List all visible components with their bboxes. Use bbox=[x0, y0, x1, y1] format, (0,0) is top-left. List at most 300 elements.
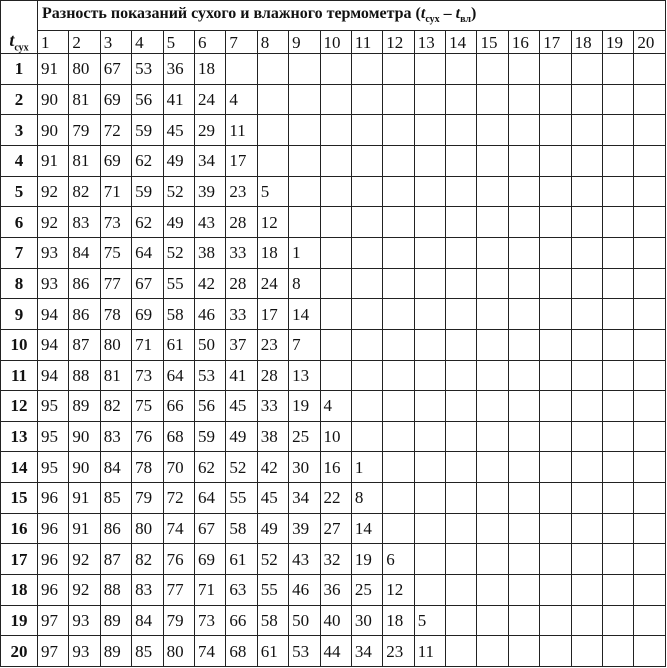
table-row bbox=[1, 176, 666, 207]
table-cell bbox=[351, 421, 382, 452]
column-header: 11 bbox=[351, 31, 382, 54]
table-cell bbox=[571, 574, 602, 605]
table-row bbox=[1, 636, 666, 667]
table-cell bbox=[414, 360, 445, 391]
title-sub-dry: сух bbox=[425, 14, 440, 26]
table-cell: 30 bbox=[289, 452, 320, 483]
table-cell bbox=[571, 360, 602, 391]
table-cell: 33 bbox=[257, 391, 288, 422]
table-cell: 49 bbox=[163, 207, 194, 238]
table-cell bbox=[508, 360, 539, 391]
table-cell: 25 bbox=[289, 421, 320, 452]
table-cell bbox=[320, 54, 351, 85]
table-cell: 50 bbox=[194, 329, 225, 360]
column-header: 3 bbox=[100, 31, 131, 54]
table-cell: 88 bbox=[69, 360, 100, 391]
table-cell bbox=[540, 483, 571, 514]
table-cell bbox=[477, 483, 508, 514]
column-header: 16 bbox=[508, 31, 539, 54]
row-header: 15 bbox=[1, 483, 38, 514]
table-cell bbox=[414, 268, 445, 299]
table-row bbox=[1, 84, 666, 115]
title-row bbox=[1, 1, 666, 31]
table-cell bbox=[603, 84, 634, 115]
table-cell: 84 bbox=[100, 452, 131, 483]
table-cell: 27 bbox=[320, 513, 351, 544]
table-cell bbox=[351, 268, 382, 299]
table-cell: 90 bbox=[38, 84, 69, 115]
table-cell: 49 bbox=[226, 421, 257, 452]
table-cell: 89 bbox=[69, 391, 100, 422]
table-cell: 18 bbox=[257, 237, 288, 268]
table-cell bbox=[414, 329, 445, 360]
table-cell bbox=[446, 544, 477, 575]
table-cell bbox=[634, 84, 666, 115]
table-cell: 61 bbox=[226, 544, 257, 575]
table-cell bbox=[414, 84, 445, 115]
table-cell: 86 bbox=[69, 299, 100, 330]
table-cell bbox=[571, 636, 602, 667]
table-cell: 96 bbox=[38, 483, 69, 514]
table-cell bbox=[603, 421, 634, 452]
table-cell bbox=[508, 237, 539, 268]
column-header: 5 bbox=[163, 31, 194, 54]
table-cell: 4 bbox=[320, 391, 351, 422]
table-cell: 55 bbox=[226, 483, 257, 514]
table-cell: 18 bbox=[194, 54, 225, 85]
table-cell bbox=[446, 207, 477, 238]
title-sub-wet: вл bbox=[460, 14, 471, 26]
table-cell bbox=[477, 452, 508, 483]
table-cell bbox=[571, 544, 602, 575]
table-cell: 39 bbox=[194, 176, 225, 207]
table-row bbox=[1, 115, 666, 146]
table-cell bbox=[320, 299, 351, 330]
table-cell bbox=[603, 483, 634, 514]
table-cell bbox=[508, 513, 539, 544]
column-header: 10 bbox=[320, 31, 351, 54]
table-cell bbox=[477, 268, 508, 299]
table-cell bbox=[508, 207, 539, 238]
table-cell bbox=[477, 146, 508, 177]
table-cell: 97 bbox=[38, 636, 69, 667]
corner-cell bbox=[1, 1, 38, 31]
table-cell bbox=[383, 84, 414, 115]
row-header: 14 bbox=[1, 452, 38, 483]
row-header: 7 bbox=[1, 237, 38, 268]
table-cell: 69 bbox=[100, 84, 131, 115]
table-cell: 38 bbox=[257, 421, 288, 452]
table-cell: 78 bbox=[132, 452, 163, 483]
table-cell: 69 bbox=[194, 544, 225, 575]
table-cell: 1 bbox=[289, 237, 320, 268]
table-cell: 62 bbox=[132, 146, 163, 177]
table-cell: 79 bbox=[69, 115, 100, 146]
table-cell: 55 bbox=[163, 268, 194, 299]
column-header: 2 bbox=[69, 31, 100, 54]
table-cell: 89 bbox=[100, 605, 131, 636]
table-cell bbox=[540, 84, 571, 115]
table-cell: 52 bbox=[163, 176, 194, 207]
table-cell: 45 bbox=[163, 115, 194, 146]
table-cell bbox=[603, 360, 634, 391]
table-cell bbox=[414, 544, 445, 575]
table-cell: 76 bbox=[163, 544, 194, 575]
table-cell: 1 bbox=[351, 452, 382, 483]
table-cell bbox=[540, 54, 571, 85]
table-cell bbox=[257, 54, 288, 85]
table-cell bbox=[477, 574, 508, 605]
row-axis-t: t bbox=[9, 30, 15, 50]
table-cell: 10 bbox=[320, 421, 351, 452]
row-header: 6 bbox=[1, 207, 38, 238]
table-cell bbox=[603, 207, 634, 238]
table-cell: 66 bbox=[163, 391, 194, 422]
table-cell bbox=[446, 391, 477, 422]
table-cell bbox=[634, 605, 666, 636]
table-cell bbox=[540, 636, 571, 667]
table-cell bbox=[446, 329, 477, 360]
table-cell: 75 bbox=[132, 391, 163, 422]
table-cell: 68 bbox=[163, 421, 194, 452]
table-cell: 33 bbox=[226, 299, 257, 330]
table-cell bbox=[540, 605, 571, 636]
table-cell bbox=[477, 513, 508, 544]
table-cell bbox=[257, 84, 288, 115]
table-cell bbox=[634, 421, 666, 452]
table-cell: 49 bbox=[163, 146, 194, 177]
table-cell bbox=[540, 574, 571, 605]
table-cell bbox=[477, 544, 508, 575]
table-cell: 59 bbox=[194, 421, 225, 452]
table-cell bbox=[540, 207, 571, 238]
column-header: 20 bbox=[634, 31, 666, 54]
table-cell: 86 bbox=[100, 513, 131, 544]
table-cell: 67 bbox=[132, 268, 163, 299]
table-cell: 56 bbox=[132, 84, 163, 115]
table-cell: 93 bbox=[38, 268, 69, 299]
table-cell bbox=[446, 84, 477, 115]
table-cell bbox=[540, 452, 571, 483]
table-cell: 53 bbox=[194, 360, 225, 391]
table-cell: 40 bbox=[320, 605, 351, 636]
table-cell bbox=[634, 54, 666, 85]
table-row bbox=[1, 237, 666, 268]
table-cell bbox=[351, 207, 382, 238]
table-cell bbox=[383, 421, 414, 452]
table-cell: 95 bbox=[38, 421, 69, 452]
table-cell: 86 bbox=[69, 268, 100, 299]
table-cell: 82 bbox=[100, 391, 131, 422]
table-cell bbox=[634, 207, 666, 238]
table-cell: 22 bbox=[320, 483, 351, 514]
table-cell: 58 bbox=[257, 605, 288, 636]
column-header: 6 bbox=[194, 31, 225, 54]
row-header: 1 bbox=[1, 54, 38, 85]
column-header: 12 bbox=[383, 31, 414, 54]
table-cell bbox=[634, 360, 666, 391]
table-cell bbox=[603, 574, 634, 605]
table-cell bbox=[351, 299, 382, 330]
table-cell: 96 bbox=[38, 513, 69, 544]
column-header: 1 bbox=[38, 31, 69, 54]
table-cell: 56 bbox=[194, 391, 225, 422]
table-cell bbox=[634, 299, 666, 330]
table-cell: 23 bbox=[257, 329, 288, 360]
table-cell: 52 bbox=[226, 452, 257, 483]
table-cell bbox=[477, 54, 508, 85]
table-cell: 39 bbox=[289, 513, 320, 544]
table-cell bbox=[634, 544, 666, 575]
table-cell: 46 bbox=[194, 299, 225, 330]
table-cell: 17 bbox=[257, 299, 288, 330]
table-cell: 12 bbox=[383, 574, 414, 605]
table-cell bbox=[414, 176, 445, 207]
table-cell bbox=[540, 299, 571, 330]
table-cell bbox=[477, 360, 508, 391]
table-cell: 55 bbox=[257, 574, 288, 605]
table-row bbox=[1, 54, 666, 85]
table-cell: 91 bbox=[69, 513, 100, 544]
table-cell bbox=[571, 207, 602, 238]
table-cell bbox=[320, 84, 351, 115]
table-cell bbox=[540, 146, 571, 177]
table-cell bbox=[571, 84, 602, 115]
table-cell: 87 bbox=[69, 329, 100, 360]
table-cell bbox=[414, 574, 445, 605]
table-cell bbox=[446, 452, 477, 483]
table-cell bbox=[603, 513, 634, 544]
column-header: 17 bbox=[540, 31, 571, 54]
table-cell bbox=[257, 146, 288, 177]
table-cell bbox=[634, 115, 666, 146]
title-t-dry: t bbox=[420, 4, 426, 22]
table-cell: 69 bbox=[100, 146, 131, 177]
table-cell: 8 bbox=[351, 483, 382, 514]
row-header: 12 bbox=[1, 391, 38, 422]
row-axis-label bbox=[1, 31, 38, 54]
table-cell bbox=[351, 391, 382, 422]
column-header: 14 bbox=[446, 31, 477, 54]
row-header: 10 bbox=[1, 329, 38, 360]
column-header: 18 bbox=[571, 31, 602, 54]
table-cell bbox=[383, 237, 414, 268]
table-cell: 73 bbox=[100, 207, 131, 238]
table-cell bbox=[383, 299, 414, 330]
table-cell bbox=[289, 207, 320, 238]
table-cell: 58 bbox=[163, 299, 194, 330]
table-cell: 42 bbox=[257, 452, 288, 483]
table-cell bbox=[414, 391, 445, 422]
table-cell bbox=[634, 268, 666, 299]
table-cell bbox=[571, 176, 602, 207]
title-t-wet: t bbox=[455, 4, 461, 22]
table-cell bbox=[508, 176, 539, 207]
table-cell: 5 bbox=[257, 176, 288, 207]
column-header: 19 bbox=[603, 31, 634, 54]
title-dash: – bbox=[439, 4, 456, 22]
table-cell bbox=[508, 391, 539, 422]
table-cell bbox=[571, 605, 602, 636]
table-cell bbox=[508, 452, 539, 483]
table-cell: 30 bbox=[351, 605, 382, 636]
table-cell bbox=[446, 574, 477, 605]
table-cell bbox=[414, 115, 445, 146]
table-cell: 24 bbox=[257, 268, 288, 299]
table-cell bbox=[540, 391, 571, 422]
table-cell: 87 bbox=[100, 544, 131, 575]
table-cell: 96 bbox=[38, 574, 69, 605]
table-cell bbox=[383, 391, 414, 422]
row-header: 2 bbox=[1, 84, 38, 115]
table-cell: 64 bbox=[163, 360, 194, 391]
table-cell: 97 bbox=[38, 605, 69, 636]
table-row bbox=[1, 329, 666, 360]
table-cell bbox=[634, 237, 666, 268]
row-header: 17 bbox=[1, 544, 38, 575]
table-cell bbox=[571, 329, 602, 360]
table-cell bbox=[446, 115, 477, 146]
table-cell: 69 bbox=[132, 299, 163, 330]
table-cell bbox=[571, 115, 602, 146]
table-cell bbox=[634, 483, 666, 514]
table-cell bbox=[446, 360, 477, 391]
table-cell: 34 bbox=[289, 483, 320, 514]
table-cell bbox=[603, 452, 634, 483]
table-row bbox=[1, 421, 666, 452]
table-cell bbox=[477, 636, 508, 667]
row-header: 19 bbox=[1, 605, 38, 636]
table-cell: 81 bbox=[100, 360, 131, 391]
table-row bbox=[1, 391, 666, 422]
table-cell bbox=[351, 146, 382, 177]
table-cell bbox=[320, 237, 351, 268]
table-cell: 62 bbox=[132, 207, 163, 238]
table-cell: 90 bbox=[69, 452, 100, 483]
table-cell bbox=[540, 237, 571, 268]
table-cell: 91 bbox=[38, 146, 69, 177]
row-axis-sub: сух bbox=[14, 42, 29, 54]
title-suffix: ) bbox=[470, 4, 477, 22]
table-cell bbox=[571, 299, 602, 330]
table-cell: 92 bbox=[38, 207, 69, 238]
table-cell: 12 bbox=[257, 207, 288, 238]
table-cell: 84 bbox=[132, 605, 163, 636]
table-cell bbox=[414, 421, 445, 452]
table-cell bbox=[540, 329, 571, 360]
table-cell bbox=[477, 329, 508, 360]
table-cell: 45 bbox=[257, 483, 288, 514]
table-cell: 28 bbox=[257, 360, 288, 391]
table-cell bbox=[603, 54, 634, 85]
table-cell bbox=[508, 299, 539, 330]
table-cell bbox=[603, 146, 634, 177]
table-cell: 42 bbox=[194, 268, 225, 299]
table-cell: 17 bbox=[226, 146, 257, 177]
table-cell bbox=[540, 421, 571, 452]
table-cell: 93 bbox=[69, 636, 100, 667]
table-cell bbox=[446, 268, 477, 299]
row-header: 5 bbox=[1, 176, 38, 207]
table-row bbox=[1, 544, 666, 575]
table-cell bbox=[383, 329, 414, 360]
table-cell: 95 bbox=[38, 452, 69, 483]
table-cell bbox=[477, 391, 508, 422]
table-cell bbox=[571, 421, 602, 452]
table-cell: 52 bbox=[257, 544, 288, 575]
table-cell: 29 bbox=[194, 115, 225, 146]
column-header: 7 bbox=[226, 31, 257, 54]
table-cell bbox=[571, 452, 602, 483]
table-cell: 53 bbox=[289, 636, 320, 667]
table-cell bbox=[634, 513, 666, 544]
table-cell bbox=[540, 360, 571, 391]
table-row bbox=[1, 360, 666, 391]
table-cell: 25 bbox=[351, 574, 382, 605]
table-cell bbox=[571, 268, 602, 299]
table-cell bbox=[508, 636, 539, 667]
table-cell: 19 bbox=[351, 544, 382, 575]
table-cell: 79 bbox=[163, 605, 194, 636]
table-cell: 94 bbox=[38, 360, 69, 391]
table-cell: 11 bbox=[414, 636, 445, 667]
table-cell bbox=[289, 115, 320, 146]
table-cell: 32 bbox=[320, 544, 351, 575]
table-cell: 90 bbox=[69, 421, 100, 452]
table-cell: 19 bbox=[289, 391, 320, 422]
table-cell: 71 bbox=[194, 574, 225, 605]
table-cell: 80 bbox=[100, 329, 131, 360]
table-cell bbox=[320, 146, 351, 177]
row-header: 3 bbox=[1, 115, 38, 146]
table-cell bbox=[383, 54, 414, 85]
table-cell: 72 bbox=[163, 483, 194, 514]
table-row bbox=[1, 605, 666, 636]
table-cell bbox=[351, 84, 382, 115]
table-cell: 81 bbox=[69, 84, 100, 115]
table-cell: 66 bbox=[226, 605, 257, 636]
table-cell: 36 bbox=[320, 574, 351, 605]
table-cell: 52 bbox=[163, 237, 194, 268]
table-cell: 71 bbox=[132, 329, 163, 360]
table-cell: 81 bbox=[69, 146, 100, 177]
table-body bbox=[1, 54, 666, 667]
table-cell bbox=[603, 115, 634, 146]
table-cell bbox=[603, 636, 634, 667]
table-cell: 73 bbox=[194, 605, 225, 636]
table-cell: 94 bbox=[38, 329, 69, 360]
table-cell: 68 bbox=[226, 636, 257, 667]
column-header: 4 bbox=[132, 31, 163, 54]
table-cell: 91 bbox=[69, 483, 100, 514]
row-header: 20 bbox=[1, 636, 38, 667]
table-cell: 92 bbox=[38, 176, 69, 207]
table-cell: 45 bbox=[226, 391, 257, 422]
table-cell bbox=[383, 452, 414, 483]
table-cell: 64 bbox=[132, 237, 163, 268]
row-header: 18 bbox=[1, 574, 38, 605]
table-cell bbox=[320, 176, 351, 207]
table-cell bbox=[540, 544, 571, 575]
table-cell: 78 bbox=[100, 299, 131, 330]
table-cell: 18 bbox=[383, 605, 414, 636]
table-cell bbox=[477, 421, 508, 452]
table-cell: 85 bbox=[100, 483, 131, 514]
table-cell: 73 bbox=[132, 360, 163, 391]
table-cell bbox=[414, 513, 445, 544]
table-row bbox=[1, 483, 666, 514]
column-header: 15 bbox=[477, 31, 508, 54]
